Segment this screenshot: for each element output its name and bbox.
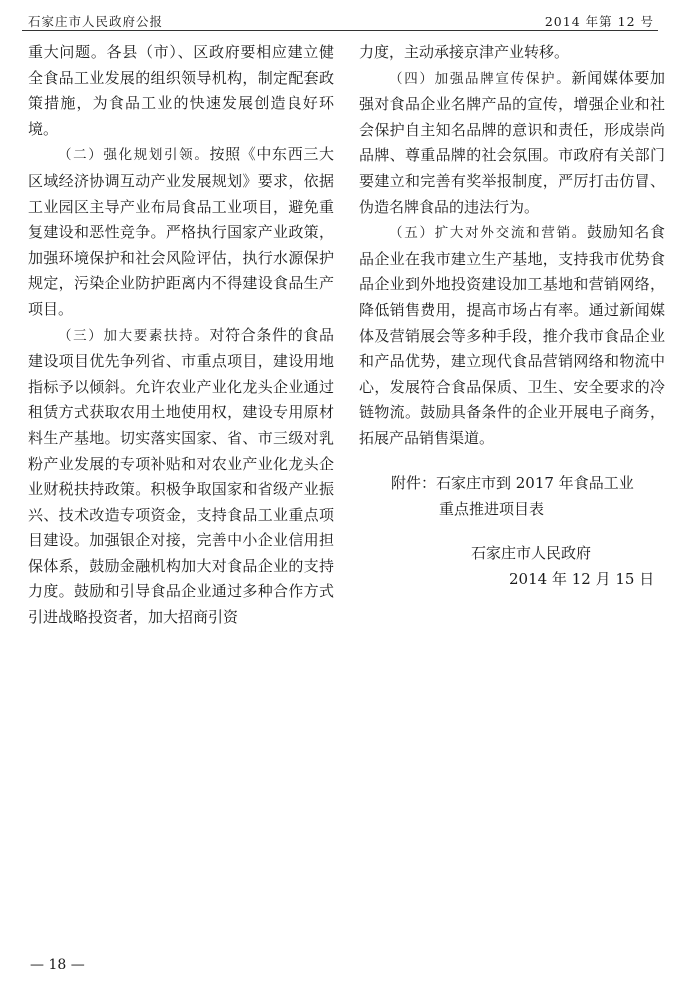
attachment-note <box>359 470 665 522</box>
right-column <box>359 40 665 592</box>
paragraph: 重大问题。各县（市）、区政府要相应建立健全食品工业发展的组织领导机构，制定配套政策措施，为食品工业的快速发展创造良好环境。 <box>28 43 334 138</box>
section-heading: （四）加强品牌宣传保护。 <box>389 70 572 87</box>
header-divider <box>22 30 658 31</box>
attachment-line: 附件：石家庄市到 2017 年食品工业 <box>391 473 634 492</box>
page-header <box>22 8 658 30</box>
section-heading: （二）强化规划引领。 <box>58 147 210 164</box>
signature-date: 2014 年 12 月 15 日 <box>509 569 655 588</box>
left-column <box>28 40 334 631</box>
section-heading: （五）扩大对外交流和营销。 <box>389 225 588 242</box>
issue-number: 2014 年第 12 号 <box>544 14 654 29</box>
section-body: 按照《中东西三大区域经济协调互动产业发展规划》要求，依据工业园区主导产业布局食品工业项目，避免重复建设和恶性竞争。严格执行国家产业政策，加强环境保护和社会风险评估，执行水源保护规定，污染企业防护距离内不得建设食品生产项目。 <box>28 145 334 318</box>
page-number: — 18 — <box>30 957 85 973</box>
paragraph <box>359 66 665 221</box>
section-body: 对符合条件的食品建设项目优先争列省、市重点项目，建设用地指标予以倾斜。允许农业产业化龙头企业通过租赁方式获取农用土地使用权，建设专用原材料生产基地。切实落实国家、省、市三级对乳粉产业发展的专项补贴和对农业产业化龙头企业财税扶持政策。积极争取国家和省级产业振兴、技术改造专项资金，支持食品工业重点项目建设。加强银企对接，完善中小企业信用担保体系，鼓励金融机构加大对食品企业的支持力度。鼓励和引导食品企业通过多种合作方式引进战略投资者，加大招商引资 <box>28 325 334 627</box>
paragraph <box>28 142 334 322</box>
paragraph <box>359 220 665 451</box>
paragraph: 力度，主动承接京津产业转移。 <box>359 43 570 61</box>
section-heading: （三）加大要素扶持。 <box>58 327 210 344</box>
signature-block <box>359 540 665 592</box>
section-body: 鼓励知名食品企业在我市建立生产基地，支持我市优势食品企业到外地投资建设加工基地和营销网络，降低销售费用，提高市场占有率。通过新闻媒体及营销展会等多种手段，推介我市食品企业和产品优势，建立现代食品营销网络和物流中心，发展符合食品保质、卫生、安全要求的冷链物流。鼓励具备条件的企业开展电子商务，拓展产品销售渠道。 <box>359 223 665 447</box>
signature-org: 石家庄市人民政府 <box>471 543 592 562</box>
attachment-line: 重点推进项目表 <box>439 499 545 518</box>
paragraph <box>28 323 334 631</box>
section-body: 新闻媒体要加强对食品企业名牌产品的宣传，增强企业和社会保护自主知名品牌的意识和责任，形成崇尚品牌、尊重品牌的社会氛围。市政府有关部门要建立和完善有奖举报制度，严厉打击仿冒、伪造名牌食品的违法行为。 <box>359 68 665 216</box>
publication-title: 石家庄市人民政府公报 <box>28 14 164 29</box>
